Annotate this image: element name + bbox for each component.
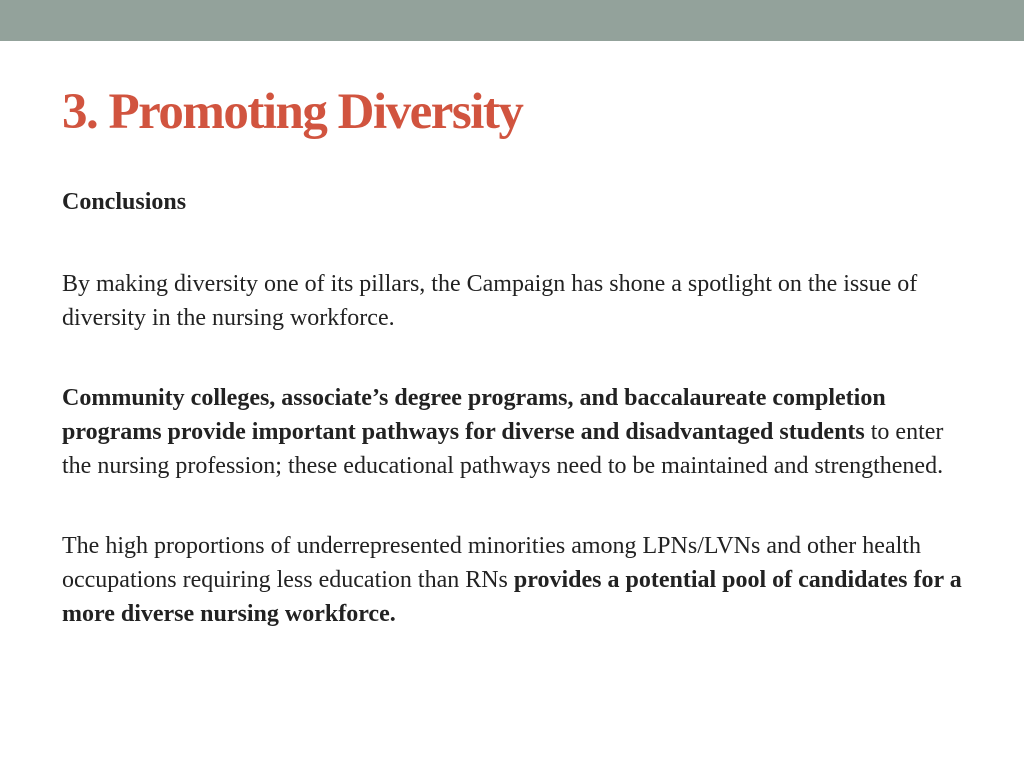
paragraph-campaign-spotlight [62, 267, 962, 335]
paragraph-education-pathways [62, 381, 962, 483]
slide-title: 3. Promoting Diversity [62, 84, 523, 140]
paragraph-1-text: By making diversity one of its pillars, the Campaign has shone a spotlight on the issue of diversity in the nursing workforce. [62, 271, 918, 331]
paragraph-candidate-pool [62, 529, 962, 631]
paragraph-2-bold-text: Community colleges, associate’s degree programs, and baccalaureate completion programs provide important pathways for diverse and disadvantaged students [62, 385, 886, 445]
slide-content [62, 185, 962, 631]
paragraph-3-bold-text: provides a potential pool of candidates for a more diverse nursing workforce. [62, 567, 962, 627]
conclusions-subheading: Conclusions [62, 189, 187, 215]
paragraph-3-text: The high proportions of underrepresented minorities among LPNs/LVNs and other health occupations requiring less education than RNs [62, 533, 921, 593]
paragraph-2-text: to enter the nursing profession; these educational pathways need to be maintained and strengthened. [62, 419, 944, 479]
top-decorative-band [0, 0, 1024, 41]
